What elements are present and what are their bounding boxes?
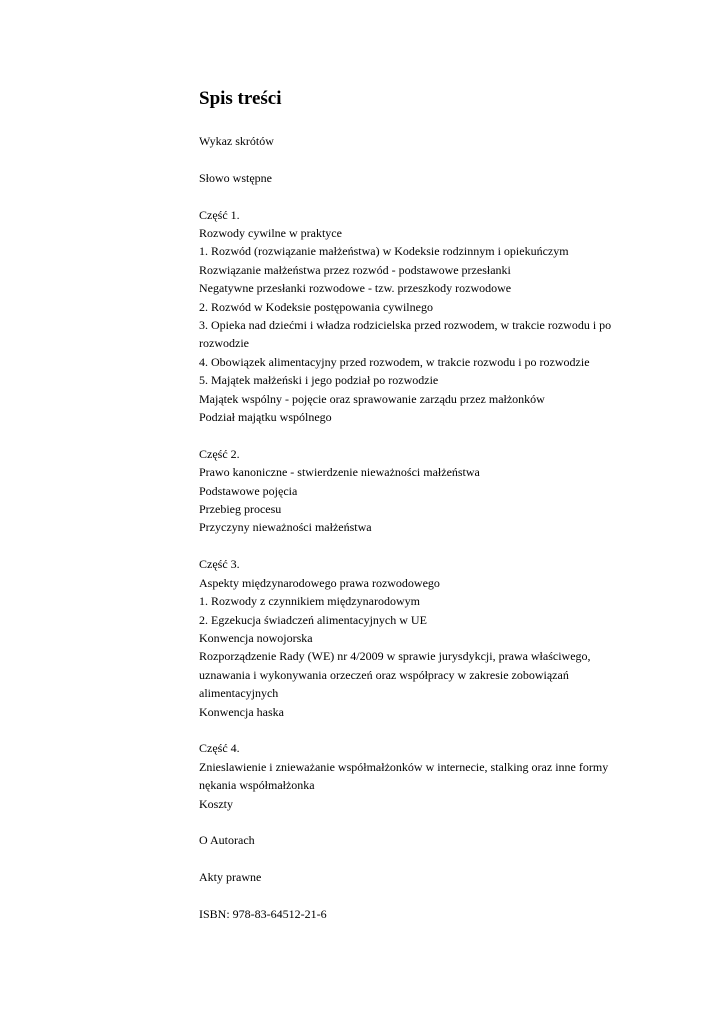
toc-entry: Podstawowe pojęcia: [199, 483, 298, 498]
toc-entry: Konwencja haska: [199, 704, 284, 719]
isbn-text: ISBN: 978-83-64512-21-6: [199, 906, 327, 921]
toc-entry: Podział majątku wspólnego: [199, 410, 332, 425]
toc-part-3-heading: Część 3.: [199, 557, 240, 572]
toc-entry: 2. Egzekucja świadczeń alimentacyjnych w UE: [199, 612, 427, 627]
page-title: Spis treści: [199, 88, 282, 109]
toc-entry: Prawo kanoniczne - stwierdzenie nieważności małżeństwa: [199, 465, 480, 480]
toc-entry-legal-acts: Akty prawne: [199, 870, 262, 885]
toc-entry: Przyczyny nieważności małżeństwa: [199, 520, 372, 535]
toc-entry: Koszty: [199, 796, 233, 811]
toc-entry: Majątek wspólny - pojęcie oraz sprawowanie zarządu przez małżonków: [199, 391, 545, 406]
toc-entry: Rozwiązanie małżeństwa przez rozwód - podstawowe przesłanki: [199, 262, 511, 277]
toc-entry: 4. Obowiązek alimentacyjny przed rozwodem, w trakcie rozwodu i po rozwodzie: [199, 354, 590, 369]
toc-entry: 3. Opieka nad dziećmi i władza rodzicielska przed rozwodem, w trakcie rozwodu i po: [199, 318, 612, 333]
toc-entry: Rozwody cywilne w praktyce: [199, 226, 342, 240]
toc-entry: rozwodzie: [199, 336, 249, 351]
toc-entry: Rozporządzenie Rady (WE) nr 4/2009 w sprawie jurysdykcji, prawa właściwego,: [199, 649, 591, 664]
toc-entry: Znieslawienie i znieważanie współmałżonków w internecie, stalking oraz inne formy: [199, 759, 609, 774]
toc-entry: 1. Rozwody z czynnikiem międzynarodowym: [199, 594, 420, 609]
toc-entry: Konwencja nowojorska: [199, 630, 313, 645]
toc-entry: 5. Majątek małżeński i jego podział po rozwodzie: [199, 373, 439, 388]
toc-entry: uznawania i wykonywania orzeczeń oraz współpracy w zakresie zobowiązań: [199, 667, 569, 682]
toc-entry: 1. Rozwód (rozwiązanie małżeństwa) w Kodeksie rodzinnym i opiekuńczym: [199, 244, 569, 259]
toc-entry: Aspekty międzynarodowego prawa rozwodowego: [199, 575, 440, 590]
toc-part-4-heading: Część 4.: [199, 741, 240, 756]
toc-entry-abbreviations: Wykaz skrótów: [199, 134, 274, 148]
table-of-contents: [199, 86, 629, 923]
toc-entry: Negatywne przesłanki rozwodowe - tzw. przeszkody rozwodowe: [199, 281, 512, 296]
toc-entry-authors: O Autorach: [199, 833, 255, 848]
toc-part-1-heading: Część 1.: [199, 207, 240, 222]
toc-entry-foreword: Słowo wstępne: [199, 170, 272, 185]
toc-entry: nękania współmałżonka: [199, 778, 315, 793]
toc-entry: alimentacyjnych: [199, 686, 279, 701]
toc-entry: Przebieg procesu: [199, 502, 282, 517]
toc-part-2-heading: Część 2.: [199, 446, 240, 461]
toc-entry: 2. Rozwód w Kodeksie postępowania cywilnego: [199, 299, 433, 314]
